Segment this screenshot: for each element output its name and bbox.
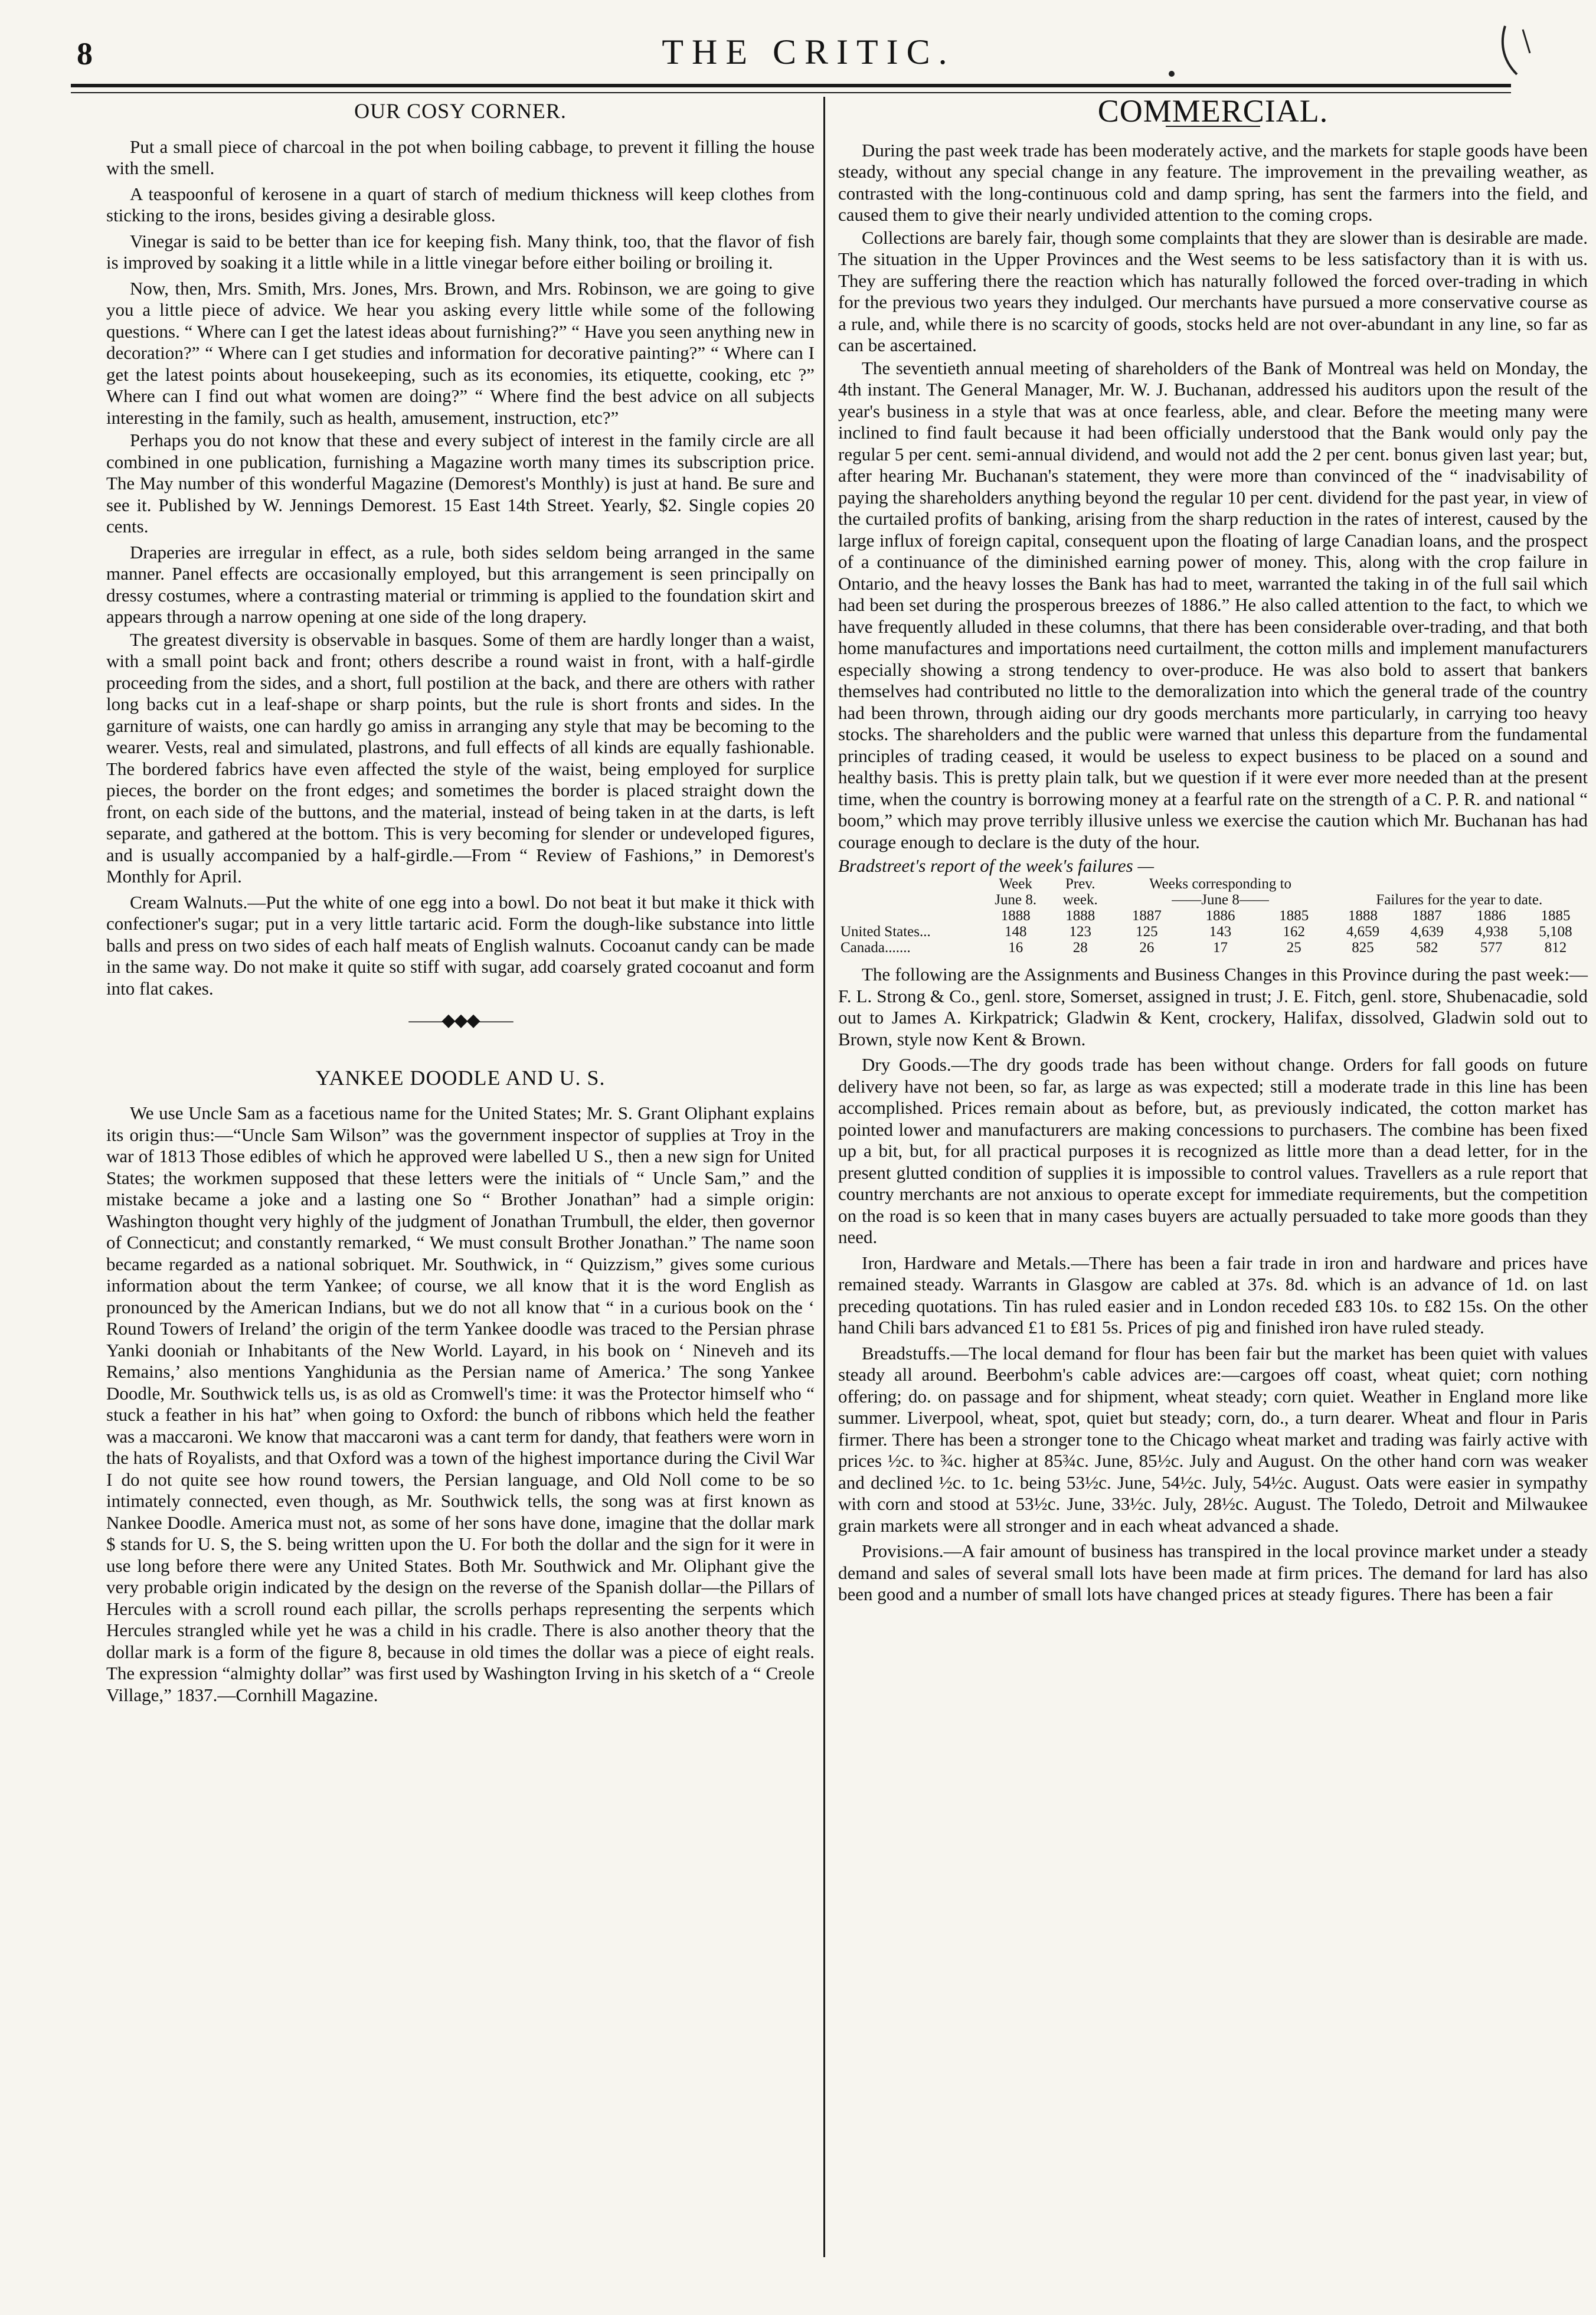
table-year-row: [838, 908, 1588, 924]
paragraph: Collections are barely fair, though some complaints that they are slower than is desirable are made. The situation in the Upper Provinces and the West seems to be less satisfactory than it is with us. They are suffering there the reaction which has naturally followed the forced over-trading in which for the previous two years they indulged. Our merchants have pursued a more conservative course as a rule, and, while there is no scarcity of goods, stocks held are not over-abundant in any line, so far as can be ascertained.: [838, 227, 1588, 355]
print-speck: [1169, 71, 1175, 77]
section-ornament: ——◆◆◆——: [408, 1011, 512, 1030]
table-cell: 26: [1139, 940, 1155, 956]
page-number: 8: [77, 36, 93, 71]
table-cell: 1888: [1000, 908, 1031, 924]
paragraph: Put a small piece of charcoal in the pot when boiling cabbage, to prevent it filling the house with the smell.: [106, 136, 815, 178]
table-cell: Weeks corresponding to: [1149, 876, 1292, 892]
header-rule-thick: [71, 84, 1511, 87]
paragraph: During the past week trade has been moderately active, and the markets for staple goods have been steady, without any special change in any feature. The improvement in the prevailing weather, as contrasted with the long-continuous cold and damp spring, has sent the farmers into the field, and caused them to give their nearly undivided attention to the coming crops.: [838, 139, 1588, 225]
table-cell: 1887: [1131, 908, 1162, 924]
table-cell: 1886: [1476, 908, 1506, 924]
table-cell: 143: [1209, 924, 1232, 940]
table-cell: 4,938: [1474, 924, 1508, 940]
table-cell: 1887: [1412, 908, 1442, 924]
failures-report-intro: Bradstreet's report of the week's failures —: [838, 855, 1155, 876]
failures-report: [838, 855, 1588, 956]
right-column: [838, 93, 1588, 1610]
table-cell: 17: [1213, 940, 1228, 956]
table-cell: 5,108: [1539, 924, 1572, 940]
table-cell: [1331, 876, 1588, 892]
page-header: [77, 28, 1541, 81]
commercial-body: [838, 140, 1588, 854]
paragraph: Dry Goods.—The dry goods trade has been without change. Orders for fall goods on future delivery have not been, so far, as large as was expected; still a moderate trade in this line has been accomplished. Prices remain about as before, but, as previously indicated, the cotton market has pointed lower and manufacturers are making concessions to purchasers. The combine has been fixed up a bit, but, for all practical purposes it is recognized as little more than a dead letter, for in the present glutted condition of supplies it is impossible to control values. Travellers as a rule report that country merchants are not anxious to operate except for immediate requirements, but the competition on the road is so keen that in many cases buyers are actually persuaded to take more goods than they need.: [838, 1054, 1588, 1247]
table-cell: 812: [1544, 940, 1567, 956]
margin-bracket-mark: [1499, 24, 1535, 77]
failures-table: [838, 876, 1588, 956]
table-cell: Week: [999, 876, 1032, 892]
table-cell: 162: [1283, 924, 1305, 940]
paragraph: Perhaps you do not know that these and every subject of interest in the family circle are all combined in one publication, furnishing a Magazine worth many times its subscription price. The May number of this wonderful Magazine (Demorest's Monthly) is just at hand. Be sure and see it. Published by W. Jennings Demorest. 15 East 14th Street. Yearly, $2. Single copies 20 cents.: [106, 430, 815, 537]
paragraph: Now, then, Mrs. Smith, Mrs. Jones, Mrs. Brown, and Mrs. Robinson, we are going to give you a little piece of advice. We hear you asking every little while some of the following questions. “ Where can I get the latest ideas about furnishing?” “ Have you seen anything new in decoration?” “ Where can I get studies and information for decorative painting?” “ Where can I get the latest points about housekeeping, such as its economies, its etiquette, cooking, etc ?” Where can I find out what women are doing?” “ Where find the best advice on all subjects interesting in the family, such as health, amusement, instruction, etc?”: [106, 277, 815, 428]
table-cell: 1888: [1065, 908, 1095, 924]
table-cell: 1888: [1348, 908, 1378, 924]
table-cell: 148: [1004, 924, 1027, 940]
table-cell: 25: [1286, 940, 1301, 956]
table-cell: 577: [1480, 940, 1503, 956]
table-cell: 1886: [1205, 908, 1235, 924]
table-head-row: [838, 876, 1588, 892]
commercial-body-continued: [838, 964, 1588, 1606]
table-row: [838, 924, 1588, 940]
table-cell: 28: [1072, 940, 1088, 956]
cosy-corner-body: [106, 136, 815, 1000]
left-column: [106, 100, 815, 1710]
table-cell: Prev.: [1065, 876, 1095, 892]
paragraph: The greatest diversity is observable in basques. Some of them are hardly longer than a waist, with a small point back and front; others describe a round waist in front, with a half-girdle proceeding from the sides, and a short, full postilion at the back, and there are others with rather long backs cut in a leaf-shape or sharp points, but the rule is short fronts and sides. In the garniture of waists, one can hardly go amiss in arranging any style that may be becoming to the wearer. Vests, real and simulated, plastrons, and full effects of all kinds are equally fashionable. The bordered fabrics have even affected the style of the waist, being employed for surplice pieces, the border on the front edges; and sometimes the border is placed straight down the front, on each side of the buttons, and the material, instead of being taken in at the darts, is left separate, and gathered at the bottom. This is very becoming for slender or undeveloped figures, and is usually accompanied by a half-girdle.—From “ Review of Fashions,” in Demorest's Monthly for April.: [106, 629, 815, 887]
table-cell: ——June 8——: [1172, 892, 1269, 908]
table-cell: 1885: [1541, 908, 1571, 924]
paragraph: The following are the Assignments and Business Changes in this Province during the past week:—F. L. Strong & Co., genl. store, Somerset, assigned in trust; J. E. Fitch, genl. store, Shubenacadie, sold out to James A. Kirkpatrick; Gladwin & Kent, crockery, Halifax, dissolved, Gladwin sold out to Brown, style now Kent & Brown.: [838, 964, 1588, 1049]
table-cell: June 8.: [995, 892, 1037, 908]
table-row: [838, 940, 1588, 956]
table-cell: [838, 876, 981, 892]
paragraph: A teaspoonful of kerosene in a quart of starch of medium thickness will keep clothes from sticking to the irons, besides giving a desirable gloss.: [106, 183, 815, 225]
table-head-row: [838, 892, 1588, 908]
table-cell: Canada.......: [840, 940, 911, 956]
table-cell: 16: [1008, 940, 1023, 956]
yankee-doodle-title: YANKEE DOODLE AND U. S.: [315, 1065, 606, 1090]
column-divider: [823, 97, 825, 2257]
table-cell: 4,659: [1346, 924, 1380, 940]
table-cell: 582: [1416, 940, 1438, 956]
paragraph: Draperies are irregular in effect, as a rule, both sides seldom being arranged in the same manner. Panel effects are occasionally employed, but this arrangement is seen principally on dressy costumes, where a contrasting material or trimming is applied to the foundation skirt and appears through a narrow opening at one side of the long drapery.: [106, 541, 815, 627]
table-cell: United States...: [840, 924, 931, 940]
paragraph: The seventieth annual meeting of shareholders of the Bank of Montreal was held on Monday, the 4th instant. The General Manager, Mr. W. J. Buchanan, addressed his auditors upon the result of the year's business in a style that was at once fearless, able, and clear. Before the meeting many were inclined to find fault because it had been officially understood that the Bank would only pay the regular 5 per cent. semi-annual dividend, and would not add the 2 per cent. bonus given last year; but, after hearing Mr. Buchanan's statement, they were more than convinced of the “ inadvisability of paying the shareholders anything beyond the regular 10 per cent. dividend for the past year, in view of the curtailed profits of banking, arising from the sharp reduction in the rates of interest, caused by the large influx of foreign capital, consequent upon the floating of large Canadian loans, and the prospect of a continuance of the diminished earning power of money. This, along with the crop failure in Ontario, and the heavy losses the Bank has had to meet, warranted the taking in of the full sail which had been set during the prosperous breezes of 1886.” He also called attention to the fact, to which we have frequently alluded in these columns, that there has been considerable over-trading, and that both home manufactures and importations need curtailment, the cotton mills and implement manufacturers especially showing a strong tendency to over-produce. He was also bold to assert that bankers themselves had contributed no little to the demoralization into which the general trade of the country had been thrown, through aiding our dry goods merchants more particularly, in carrying too heavy stocks. The shareholders and the public were warned that unless this departure from the fundamental principles of trading ceased, it would be useless to expect business to be placed on a sound and healthy basis. This is pretty plain talk, but we question if it were ever more needed than at the present time, when the country is borrowing money at a fearful rate on the strength of a C. P. R. and national “ boom,” which may prove terribly illusive unless we exercise the caution which Mr. Buchanan has had courage enough to declare is the duty of the hour.: [838, 357, 1588, 852]
table-cell: 4,639: [1410, 924, 1444, 940]
table-cell: 123: [1069, 924, 1091, 940]
paragraph: Breadstuffs.—The local demand for flour has been fair but the market has been quiet with values steady all around. Beerbohm's cable advices are:—cargoes off coast, wheat quiet; corn nothing offering; do. on passage and for shipment, wheat steady; corn quiet. Weather in England more like summer. Liverpool, wheat, spot, quiet but steady; corn, do., a turn dearer. Wheat and flour in Paris firmer. There has been a stronger tone to the Chicago wheat market and trading was fairly active with prices ½c. to ¾c. higher at 85¾c. June, 85½c. July and August. On the other hand corn was weaker and declined ½c. to 1c. being 53½c. June, 54½c. July, 54½c. August. Oats were easier in sympathy with corn and stood at 53½c. June, 33½c. July, 28½c. August. The Toledo, Detroit and Milwaukee grain markets were all stronger and in each wheat advanced a shade.: [838, 1342, 1588, 1536]
yankee-doodle-body: [106, 1103, 815, 1706]
cosy-corner-title: OUR COSY CORNER.: [354, 99, 567, 123]
table-cell: week.: [1062, 892, 1098, 908]
paragraph: Iron, Hardware and Metals.—There has been a fair trade in iron and hardware and prices have remained steady. Warrants in Glasgow are cabled at 37s. 8d. which is an advance of 1d. on last preceding quotations. Tin has ruled easier and in London receded £83 10s. to £82 15s. On the other hand Chili bars advanced £1 to £81 5s. Prices of pig and finished iron have ruled steady.: [838, 1252, 1588, 1338]
table-cell: Failures for the year to date.: [1376, 892, 1543, 908]
paragraph: Provisions.—A fair amount of business has transpired in the local province market under a steady demand and sales of several small lots have been made at firm prices. The demand for lard has also been good and a number of small lots have changed prices at steady figures. There has been a fair: [838, 1541, 1588, 1604]
table-cell: [838, 908, 981, 924]
table-cell: 825: [1352, 940, 1374, 956]
masthead: THE CRITIC.: [662, 32, 956, 71]
commercial-title: COMMERCIAL.: [1097, 93, 1329, 129]
paragraph: We use Uncle Sam as a facetious name for the United States; Mr. S. Grant Oliphant explains its origin thus:—“Uncle Sam Wilson” was the government inspector of supplies at Troy in the war of 1813 Those edibles of which he approved were labelled U S., then a new sign for United States; the workmen supposed that these letters were the initials of “ Uncle Sam,” and the mistake became a joke and a lasting one So “ Brother Jonathan” had a simple origin: Washington thought very highly of the judgment of Jonathan Trumbull, the elder, then governor of Connecticut; and constantly remarked, “ We must consult Brother Jonathan.” The name soon became regarded as a national sobriquet. Mr. Southwick, in “ Quizzism,” gives some curious information about the term Yankee; of course, we all know that it is the word English as pronounced by the American Indians, but we do not all know that “ in a curious book on the ‘ Round Towers of Ireland’ the origin of the term Yankee doodle was traced to the Persian phrase Yanki dooniah or Inhabitants of the New World. Layard, in his book on ‘ Nineveh and its Remains,’ also mentions Yanghidunia as the Persian name of America.’ The song Yankee Doodle, Mr. Southwick tells us, is as old as Cromwell's time: it was the Protector himself who “ stuck a feather in his hat” when going to Oxford: the bunch of ribbons which held the feather was a maccaroni. We know that maccaroni was a cant term for dandy, that feathers were worn in the hats of Royalists, and that Oxford was a town of the highest importance during the Civil War I do not quite see how round towers, the Persian language, and Old Noll come to be so intimately connected, even though, as Mr. Southwick tells, the song was at first known as Nankee Doodle. America must not, as some of her sons have done, imagine that the dollar mark $ stands for U. S, the S. being written upon the U. For both the dollar and the sign for it were in use long before there were any United States. Both Mr. Southwick and Mr. Oliphant give the very probable origin indicated by the design on the reverse of the Spanish dollar—the Pillars of Hercules with a scroll round each pillar, the scrolls perhaps representing the serpents which Hercules strangled while yet he was a child in his cradle. There is also another theory that the dollar mark is a form of the figure 8, because in old times the dollar was a piece of eight reals. The expression “almighty dollar” was first used by Washington Irving in his sketch of a “ Creole Village,” 1837.—Cornhill Magazine.: [106, 1103, 815, 1705]
table-cell: [838, 892, 981, 908]
table-cell: 1885: [1279, 908, 1309, 924]
table-cell: 125: [1136, 924, 1158, 940]
paragraph: Vinegar is said to be better than ice for keeping fish. Many think, too, that the flavor of fish is improved by soaking it a little while in a little vinegar before either boiling or broiling it.: [106, 230, 815, 273]
paragraph: Cream Walnuts.—Put the white of one egg into a bowl. Do not beat it but make it thick with confectioner's sugar; put in a very little tartaric acid. Form the dough-like substance into little balls and press on two sides of each half meats of English walnuts. Cocoanut candy can be made in the same way. Do not make it quite so stiff with sugar, add coarsely grated cocoanut and form into flat cakes.: [106, 891, 815, 999]
